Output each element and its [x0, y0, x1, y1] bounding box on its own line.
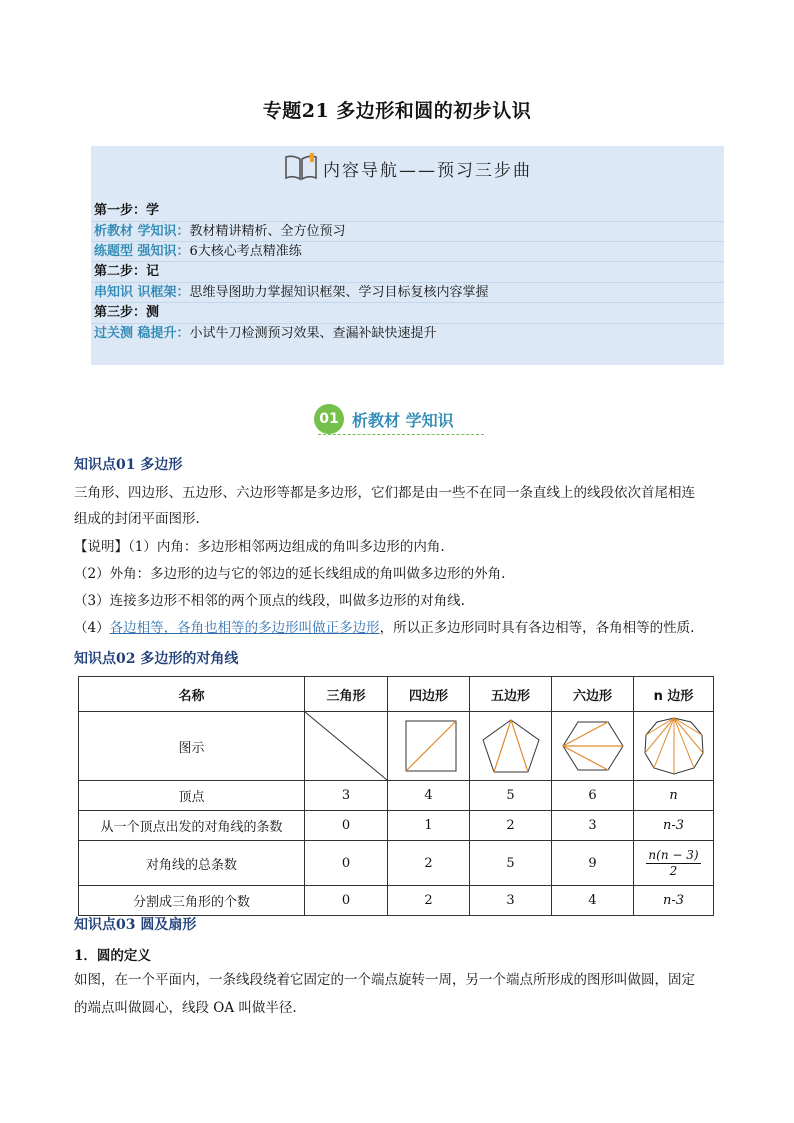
total-diagonals-formula: $\frac{n(n - 3)}{2}$	[634, 841, 714, 886]
header-hexagon: 六边形	[552, 677, 634, 712]
kp3-paragraph-line1: 如图，在一个平面内，一条线段绕着它固定的一个端点旋转一周，另一个端点所形成的图形叫做圆，固定	[74, 972, 695, 988]
quadrilateral-diagram	[394, 716, 464, 776]
guide-banner	[91, 146, 724, 190]
guide-row: 第二步：记	[91, 261, 724, 281]
section-number: 01	[314, 404, 344, 434]
triangle-diagram	[305, 712, 387, 780]
regular-polygon-definition: 各边相等，各角也相等的多边形叫做正多边形	[109, 620, 380, 636]
guide-row: 析教材 学知识：教材精讲精析、全方位预习	[91, 221, 724, 241]
table-row	[79, 712, 714, 781]
guide-banner-title: 内容导航——预习三步曲	[323, 160, 532, 181]
knowledge-point-3-title: 知识点03 圆及扇形	[74, 917, 197, 933]
n-gon-diagram	[639, 715, 709, 777]
kp1-note-1: 【说明】（1）内角：多边形相邻两边组成的角叫多边形的内角.	[74, 539, 445, 555]
knowledge-point-2-title: 知识点02 多边形的对角线	[74, 651, 239, 667]
pentagon-figure	[470, 712, 552, 781]
n-gon-figure	[634, 712, 714, 781]
kp1-paragraph-line2: 组成的封闭平面图形.	[74, 511, 200, 527]
knowledge-point-1-title: 知识点01 多边形	[74, 457, 183, 473]
guide-row: 练题型 强知识：6大核心考点精准练	[91, 241, 724, 261]
section-underline	[318, 434, 484, 435]
header-pentagon: 五边形	[470, 677, 552, 712]
page-title: 专题21 多边形和圆的初步认识	[262, 100, 532, 122]
guide-row: 过关测 稳提升：小试牛刀检测预习效果、查漏补缺快速提升	[91, 323, 724, 343]
kp1-note-2: （2）外角：多边形的边与它的邻边的延长线组成的角叫做多边形的外角.	[74, 566, 506, 582]
kp3-paragraph-line2: 的端点叫做圆心，线段 OA 叫做半径.	[74, 1000, 297, 1016]
kp1-paragraph-line1: 三角形、四边形、五边形、六边形等都是多边形，它们都是由一些不在同一条直线上的线段依次首尾相连	[74, 485, 695, 501]
pentagon-diagram	[476, 716, 546, 776]
header-n-gon: n 边形	[634, 677, 714, 712]
hexagon-figure	[552, 712, 634, 781]
circle-definition-heading: 1．圆的定义	[74, 948, 151, 964]
table-row: 分割成三角形的个数 0 2 3 4 n-3	[79, 886, 714, 916]
hexagon-diagram	[558, 716, 628, 776]
kp1-note-3: （3）连接多边形不相邻的两个顶点的线段，叫做多边形的对角线.	[74, 593, 465, 609]
guide-box	[91, 146, 724, 365]
guide-row: 串知识 识框架：思维导图助力掌握知识框架、学习目标复核内容掌握	[91, 282, 724, 302]
kp1-note-4: （4）各边相等，各角也相等的多边形叫做正多边形，所以正多边形同时具有各边相等，各角相等的性质.	[74, 620, 695, 636]
header-name: 名称	[79, 677, 305, 712]
section-label: 析教材 学知识	[352, 410, 454, 430]
guide-row: 第一步：学	[94, 203, 160, 218]
table-header-row	[79, 677, 714, 712]
table-row: 对角线的总条数 0 2 5 9 $\frac{n(n - 3)}{2}$	[79, 841, 714, 886]
header-quadrilateral: 四边形	[388, 677, 470, 712]
triangle-figure	[305, 712, 388, 781]
section-badge	[314, 402, 454, 436]
header-triangle: 三角形	[305, 677, 388, 712]
table-row: 顶点 3 4 5 6 n	[79, 781, 714, 811]
book-icon	[283, 151, 319, 185]
figure-label: 图示	[79, 712, 305, 781]
table-row: 从一个顶点出发的对角线的条数 0 1 2 3 n-3	[79, 811, 714, 841]
guide-row: 第三步：测	[91, 302, 724, 322]
diagonal-table	[78, 676, 714, 916]
quadrilateral-figure	[388, 712, 470, 781]
